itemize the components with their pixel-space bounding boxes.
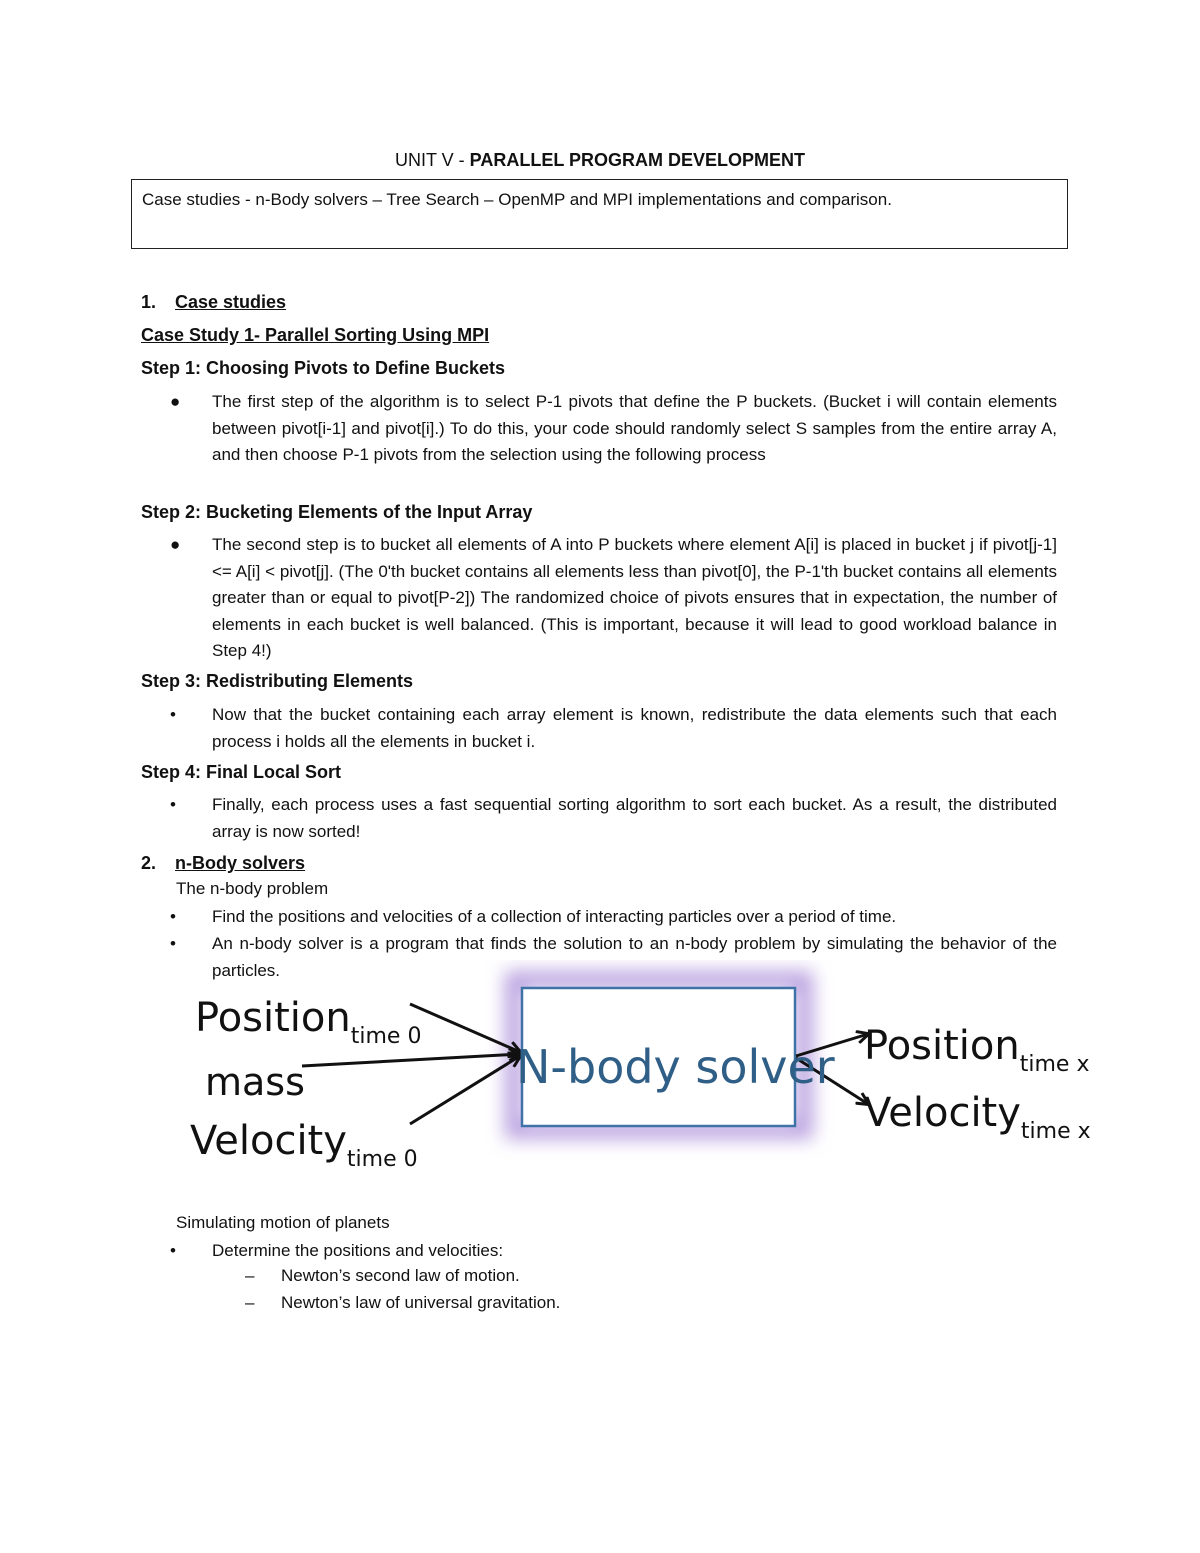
bullet-dot: ● [170, 535, 181, 554]
output-position-label [864, 1023, 1090, 1077]
bullet-dot: • [170, 1241, 176, 1260]
step-4-bullet [170, 792, 1057, 845]
input-position-text: Position [195, 995, 351, 1041]
step-1-text: The first step of the algorithm is to select P-1 pivots that define the P buckets. (Bucket i will contain elements between pivot[i-1] and pivot[i].) To do this, your code should randomly select S samples from the entire array A, and then choose P-1 pivots from the selection using the following process [212, 392, 1057, 465]
step-4-heading: Step 4: Final Local Sort [141, 762, 342, 782]
planets-subitem-1 [245, 1266, 520, 1286]
step-2-bullet [170, 532, 1057, 665]
output-position-subscript: time x [1019, 1052, 1090, 1077]
output-velocity-label [864, 1090, 1091, 1144]
planets-intro: Simulating motion of planets [176, 1213, 390, 1232]
section-2-number: 2. [141, 853, 157, 873]
syllabus-text: Case studies - n-Body solvers – Tree Search – OpenMP and MPI implementations and comparison. [142, 190, 892, 209]
input-mass-label: mass [205, 1060, 305, 1104]
planets-subitem-2 [245, 1293, 560, 1313]
bullet-dot: • [170, 907, 176, 926]
dash-mark: – [245, 1266, 255, 1285]
title-prefix: UNIT V - [394, 150, 470, 170]
nbody-bullet-2-text: An n-body solver is a program that finds the solution to an n-body problem by simulating the behavior of the particles. [212, 934, 1057, 980]
output-position-text: Position [864, 1023, 1020, 1069]
section-1-number: 1. [141, 292, 157, 312]
step-1-heading: Step 1: Choosing Pivots to Define Buckets [141, 358, 506, 378]
bullet-dot: • [170, 795, 176, 814]
bullet-dot: ● [170, 392, 181, 411]
page-title [0, 150, 1200, 171]
section-1-title: Case studies [175, 292, 287, 312]
input-velocity-text: Velocity [190, 1118, 347, 1164]
output-velocity-text: Velocity [864, 1090, 1021, 1136]
case-study-heading: Case Study 1- Parallel Sorting Using MPI [141, 325, 490, 345]
arrow-mass-in [302, 1054, 520, 1066]
input-position-subscript: time 0 [350, 1024, 422, 1049]
output-velocity-subscript: time x [1020, 1119, 1091, 1144]
step-4-text: Finally, each process uses a fast sequential sorting algorithm to sort each bucket. As a result, the distributed array is now sorted! [212, 795, 1057, 841]
input-position-label [195, 995, 422, 1049]
arrow-velocity-in [410, 1056, 520, 1124]
title-main: PARALLEL PROGRAM DEVELOPMENT [469, 150, 806, 170]
nbody-bullet-1 [170, 904, 1057, 931]
nbody-intro: The n-body problem [176, 879, 329, 898]
bullet-dot: • [170, 934, 176, 953]
step-2-text: The second step is to bucket all elements of A into P buckets where element A[i] is placed in bucket j if pivot[j-1] <= A[i] < pivot[j]. (The 0'th bucket contains all elements less than pivot[0], the P-1'th bucket contains all elements greater than or equal to pivot[P-2]) The randomized choice of pivots ensures that in expectation, the number of elements in each bucket is well balanced. (This is important, because it will lead to good workload balance in Step 4!) [212, 535, 1057, 661]
section-1-heading [141, 292, 286, 313]
planets-subitem-1-text: Newton’s second law of motion. [281, 1266, 520, 1285]
section-2-heading [141, 853, 305, 874]
step-1-bullet [170, 389, 1057, 469]
step-2-heading: Step 2: Bucketing Elements of the Input Array [141, 502, 533, 522]
syllabus-box [131, 179, 1068, 249]
planets-bullet-text: Determine the positions and velocities: [212, 1241, 504, 1260]
input-velocity-label [190, 1118, 418, 1172]
section-2-title: n-Body solvers [175, 853, 306, 873]
input-velocity-subscript: time 0 [346, 1147, 418, 1172]
dash-mark: – [245, 1293, 255, 1312]
step-3-text: Now that the bucket containing each array element is known, redistribute the data elements such that each process i holds all the elements in bucket i. [212, 705, 1057, 751]
bullet-dot: • [170, 705, 176, 724]
solver-label: N-body solver [516, 1040, 835, 1094]
step-3-bullet [170, 702, 1057, 755]
planets-bullet [170, 1238, 1057, 1265]
arrow-position-in [410, 1004, 520, 1052]
nbody-bullet-1-text: Find the positions and velocities of a collection of interacting particles over a period of time. [212, 907, 897, 926]
planets-subitem-2-text: Newton’s law of universal gravitation. [281, 1293, 561, 1312]
step-3-heading: Step 3: Redistributing Elements [141, 671, 414, 691]
